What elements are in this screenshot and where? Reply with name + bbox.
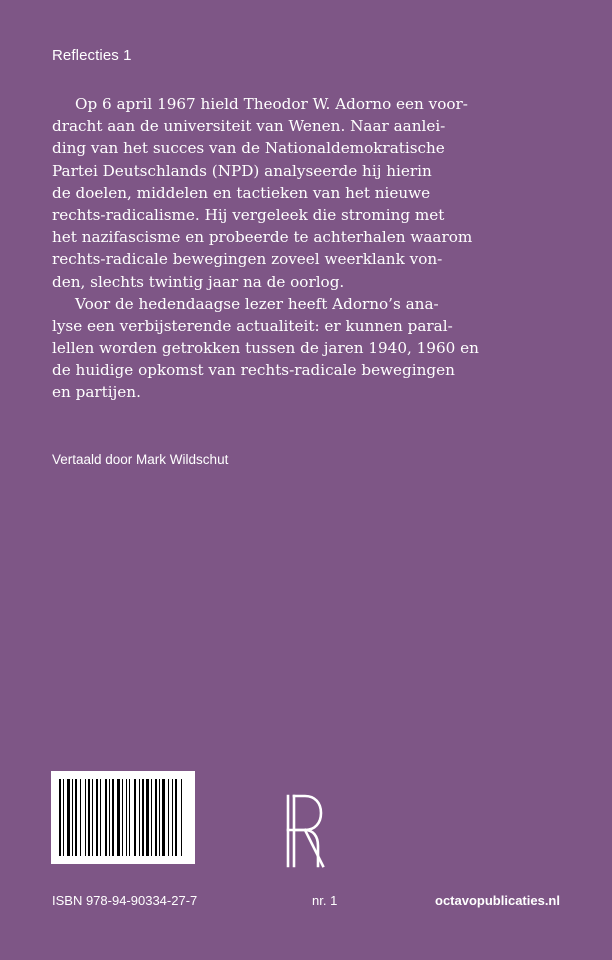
blurb-line: dracht aan de universiteit van Wenen. Naar aanlei- [52, 117, 446, 136]
website-link[interactable]: octavopublicaties.nl [435, 893, 560, 908]
barcode-bar [151, 779, 152, 856]
blurb-line: rechts-radicale bewegingen zoveel weerklank von- [52, 250, 443, 269]
barcode-bar [129, 779, 130, 856]
barcode-bar [59, 779, 61, 856]
barcode-bar [72, 779, 73, 856]
barcode-bar [175, 779, 177, 856]
blurb-line: ding van het succes van de Nationaldemokratische [52, 139, 445, 158]
blurb-line: de huidige opkomst van rechts-radicale bewegingen [52, 361, 455, 380]
barcode-bar [67, 779, 70, 856]
barcode-bar [92, 779, 93, 856]
blurb-line: Partei Deutschlands (NPD) analyseerde hij hierin [52, 161, 432, 180]
series-number: nr. 1 [312, 893, 338, 908]
barcode-bar [172, 779, 173, 856]
blurb-line: lyse een verbijsterende actualiteit: er kunnen paral- [52, 316, 453, 335]
blurb-line: den, slechts twintig jaar na de oorlog. [52, 272, 345, 291]
barcode-bar [146, 779, 149, 856]
series-title: Reflecties 1 [52, 47, 132, 64]
barcode-bar [122, 779, 123, 856]
blurb-line: lellen worden getrokken tussen de jaren 1940, 1960 en [52, 339, 479, 358]
barcode-bar [109, 779, 110, 856]
blurb-line: de doelen, middelen en tactieken van het nieuwe [52, 183, 431, 202]
barcode-bar [75, 779, 77, 856]
barcode-bar [63, 779, 64, 856]
barcode-bar [85, 779, 86, 856]
blurb [52, 93, 562, 404]
barcode-icon [51, 771, 195, 864]
barcode-bar [117, 779, 120, 856]
barcode-bar [142, 779, 144, 856]
blurb-line: Op 6 april 1967 hield Theodor W. Adorno een voor- [75, 95, 468, 113]
barcode-bar [112, 779, 114, 856]
translator-credit: Vertaald door Mark Wildschut [52, 452, 229, 467]
barcode-bar [100, 779, 101, 856]
publisher-logo-icon [285, 794, 325, 868]
barcode-bar [162, 779, 165, 856]
blurb-line: rechts-radicalisme. Hij vergeleek die stroming met [52, 205, 445, 224]
blurb-line: het nazifascisme en probeerde te achterhalen waarom [52, 228, 473, 247]
barcode-bar [168, 779, 169, 856]
barcode-bar [155, 779, 157, 856]
barcode-bar [80, 779, 81, 856]
barcode-bar [105, 779, 107, 856]
barcode-bar [126, 779, 127, 856]
blurb-line: en partijen. [52, 383, 141, 402]
barcode-bar [139, 779, 140, 856]
barcode-bar [96, 779, 98, 856]
barcode-bar [88, 779, 90, 856]
barcode-bar [159, 779, 160, 856]
isbn: ISBN 978-94-90334-27-7 [52, 893, 198, 908]
barcode-bar [181, 779, 182, 856]
blurb-line: Voor de hedendaagse lezer heeft Adorno’s ana- [75, 294, 439, 313]
barcode-bar [134, 779, 136, 856]
